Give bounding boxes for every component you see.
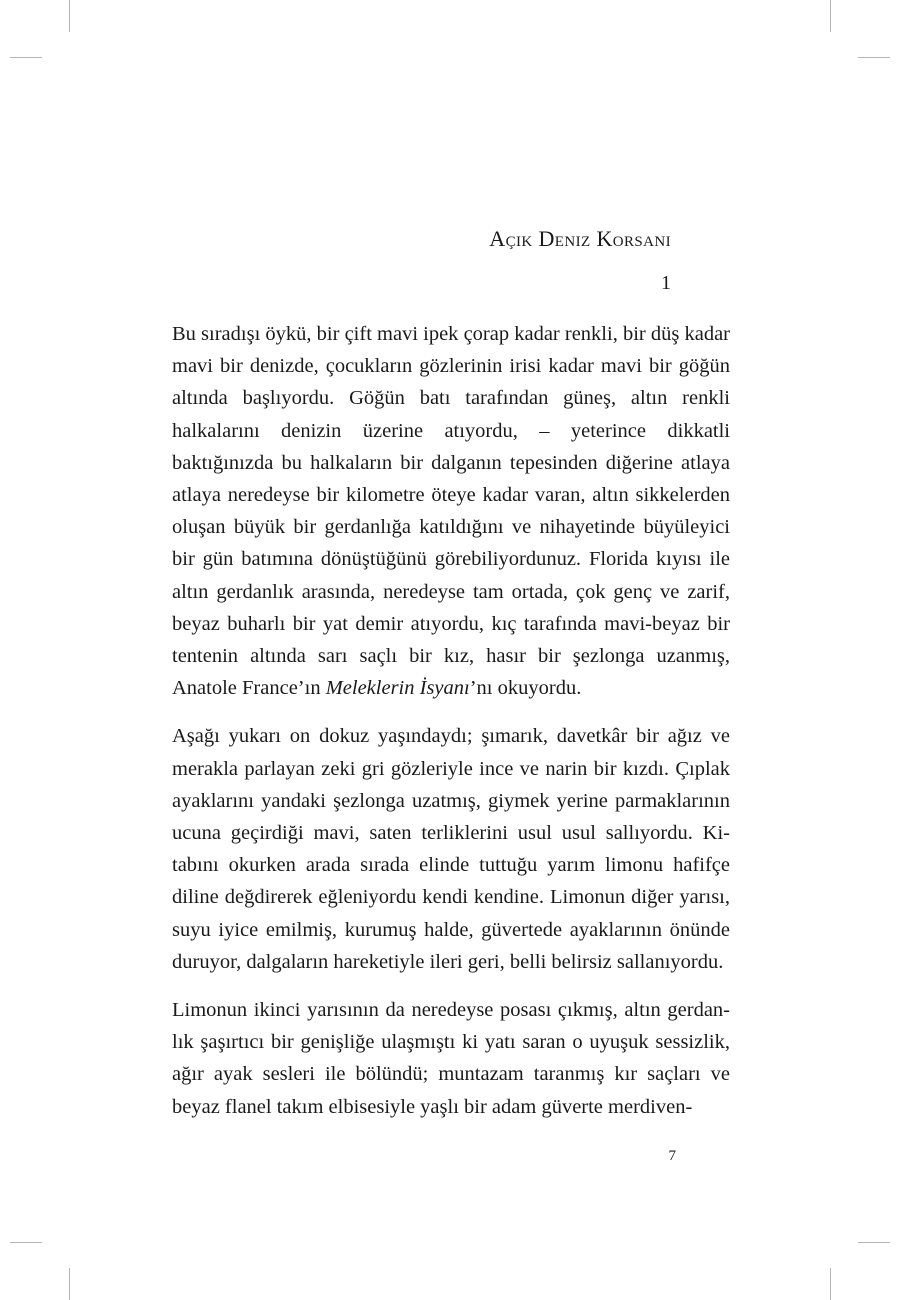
book-title: Meleklerin İsyanı	[325, 677, 470, 700]
paragraph-text: ’nı okuyordu.	[469, 677, 582, 700]
chapter-number: 1	[661, 272, 671, 294]
paragraph-text: Aşağı yukarı on dokuz yaşındaydı; şımarık, davetkâr bir ağız ve merakla parlayan zeki gri gözleriyle ince ve narin bir kızdı. Çıplak ayaklarını yandaki şezlonga uzatmış, giymek yerine parmaklarının ucuna geçirdiği mavi, saten terliklerini usul usul sallıyordu. Kitabını okurken arada sırada elinde tuttuğu yarım limonu hafifçe diline değdirerek eğleniyordu kendi kendine. Limonun diğer yarısı, suyu iyice emilmiş, kurumuş halde, güvertede ayaklarının önünde duruyor, dalgaların hareketiyle ileri geri, belli belirsiz sallanıyordu.	[172, 725, 730, 973]
chapter-title: Açık Deniz Korsanı	[489, 226, 671, 251]
crop-mark-top-right	[830, 0, 831, 32]
crop-mark-top-left	[69, 0, 70, 32]
crop-mark-right-bottom	[858, 1242, 890, 1243]
crop-mark-right-top	[858, 57, 890, 58]
paragraph	[172, 994, 730, 1123]
paragraph	[172, 720, 730, 978]
paragraph-text: Bu sıradışı öykü, bir çift mavi ipek çorap kadar renkli, bir düş kadar mavi bir denizde, çocukların gözlerinin irisi kadar mavi bir göğün altında başlıyordu. Göğün batı tarafından güneş, altın renkli halkalarını denizin üzerine atıyordu, – yeterince dikkatli baktığınızda bu halkaların bir dalganın tepesinden diğerine atlaya atlaya neredeyse bir kilometre öteye kadar varan, altın sikkelerden oluşan büyük bir gerdanlığa katıldığını ve nihayetinde büyüleyici bir gün batımına dönüştüğünü görebiliyordunuz. Florida kıyısı ile altın gerdanlık arasında, neredeyse tam ortada, çok genç ve zarif, beyaz buharlı bir yat demir atıyordu, kıç tarafında mavi-beyaz bir tentenin altında sarı saçlı bir kız, hasır bir şezlonga uzanmış, Anatole France’ın	[172, 323, 730, 700]
crop-mark-bottom-left	[69, 1268, 70, 1300]
crop-mark-bottom-right	[830, 1268, 831, 1300]
page-number: 7	[668, 1148, 676, 1164]
paragraph	[172, 318, 730, 704]
crop-mark-left-bottom	[10, 1242, 42, 1243]
crop-mark-left-top	[10, 57, 42, 58]
body-text	[172, 318, 730, 1139]
paragraph-text: Limonun ikinci yarısının da neredeyse posası çıkmış, altın gerdanlık şaşırtıcı bir genişliğe ulaşmıştı ki yatı saran o uyuşuk sessizlik, ağır ayak sesleri ile bölündü; muntazam taranmış kır saçları ve beyaz flanel takım elbisesiyle yaşlı bir adam güverte merdiven-	[172, 999, 730, 1118]
